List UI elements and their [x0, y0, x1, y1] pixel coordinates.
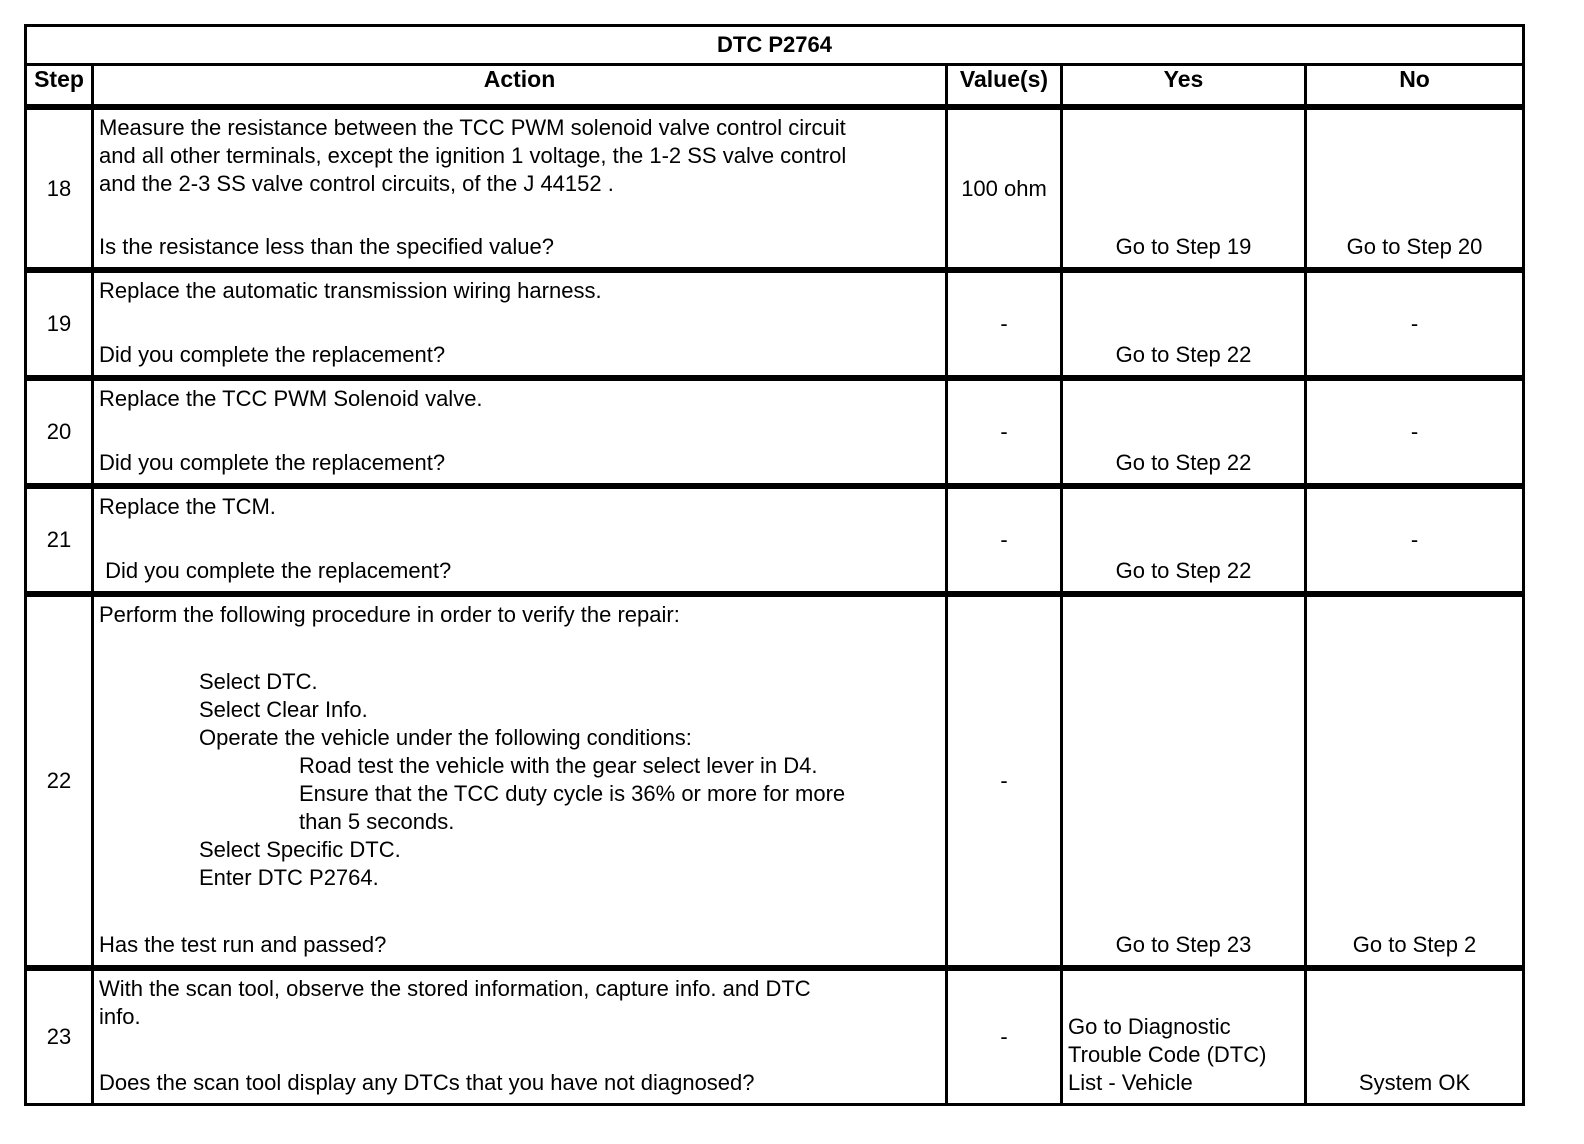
header-no: No [1306, 65, 1524, 108]
action-text: Measure the resistance between the TCC PWM solenoid valve control circuit [99, 115, 846, 140]
action-text: Replace the automatic transmission wiring harness. [99, 278, 602, 303]
table-row [26, 968, 1524, 1104]
action-question: Does the scan tool display any DTCs that you have not diagnosed? [99, 1069, 755, 1095]
action-question: Did you complete the replacement? [99, 558, 452, 583]
table-row [26, 486, 1524, 594]
action-text: Perform the following procedure in order to verify the repair: [99, 602, 680, 627]
procedure-substep: than 5 seconds. [299, 809, 455, 834]
table-row [26, 378, 1524, 486]
action-cell [93, 270, 947, 378]
table-title: DTC P2764 [26, 26, 1524, 65]
action-text: and the 2-3 SS valve control circuits, of the J 44152 . [99, 171, 614, 196]
action-cell [93, 968, 947, 1104]
yes-link: Go to Step 22 [1115, 342, 1252, 367]
action-question: Has the test run and passed? [99, 932, 387, 957]
yes-link: Go to Step 19 [1115, 234, 1252, 259]
step-number: 23 [26, 968, 93, 1104]
dtc-table [24, 24, 1525, 1106]
yes-cell [1062, 270, 1306, 378]
yes-cell [1062, 968, 1306, 1104]
procedure-substep: Road test the vehicle with the gear select lever in D4. [299, 753, 818, 778]
procedure-step: Operate the vehicle under the following conditions: [199, 725, 692, 750]
procedure-step: Select DTC. [199, 669, 318, 694]
action-question: Is the resistance less than the specified value? [99, 234, 554, 259]
yes-cell [1062, 594, 1306, 968]
procedure-substep: Ensure that the TCC duty cycle is 36% or more for more [299, 781, 846, 806]
no-cell [1306, 968, 1524, 1104]
action-cell [93, 378, 947, 486]
no-cell [1306, 107, 1524, 270]
no-cell [1306, 486, 1524, 594]
step-number: 21 [26, 486, 93, 594]
yes-link [1068, 1013, 1304, 1097]
action-text: Replace the TCM. [99, 494, 276, 519]
header-action: Action [93, 65, 947, 108]
header-row [26, 65, 1524, 108]
no-cell [1306, 594, 1524, 968]
action-cell [93, 486, 947, 594]
header-values: Value(s) [947, 65, 1062, 108]
table-row [26, 107, 1524, 270]
header-yes: Yes [1062, 65, 1306, 108]
step-number: 20 [26, 378, 93, 486]
value-cell: - [947, 968, 1062, 1104]
step-number: 18 [26, 107, 93, 270]
procedure-step: Select Specific DTC. [199, 837, 401, 862]
no-result: System OK [1358, 1069, 1471, 1095]
action-text: and all other terminals, except the ignition 1 voltage, the 1-2 SS valve control [99, 143, 847, 168]
action-text: info. [99, 1004, 141, 1029]
action-cell [93, 594, 947, 968]
value-cell: - [947, 594, 1062, 968]
table-row [26, 270, 1524, 378]
step-number: 19 [26, 270, 93, 378]
no-link: Go to Step 2 [1352, 932, 1477, 957]
no-cell [1306, 378, 1524, 486]
yes-cell [1062, 486, 1306, 594]
table-row [26, 594, 1524, 968]
yes-link-line: List - Vehicle [1068, 1069, 1193, 1095]
yes-cell [1062, 107, 1306, 270]
value-cell: 100 ohm [947, 107, 1062, 270]
no-link: - [1410, 527, 1419, 552]
header-step: Step [26, 65, 93, 108]
value-cell: - [947, 486, 1062, 594]
no-link: Go to Step 20 [1346, 234, 1483, 259]
yes-link-line: Trouble Code (DTC) [1068, 1041, 1267, 1067]
action-question: Did you complete the replacement? [99, 450, 446, 475]
step-number: 22 [26, 594, 93, 968]
action-text: Replace the TCC PWM Solenoid valve. [99, 386, 483, 411]
action-text: With the scan tool, observe the stored information, capture info. and DTC [99, 976, 811, 1001]
value-cell: - [947, 270, 1062, 378]
yes-link: Go to Step 22 [1115, 558, 1252, 583]
yes-cell [1062, 378, 1306, 486]
procedure-step: Select Clear Info. [199, 697, 368, 722]
yes-link-line: Go to Diagnostic [1068, 1013, 1231, 1039]
yes-link: Go to Step 23 [1115, 932, 1252, 957]
action-question: Did you complete the replacement? [99, 342, 446, 367]
no-link: - [1410, 311, 1419, 336]
procedure-step: Enter DTC P2764. [199, 865, 379, 890]
no-link: - [1410, 419, 1419, 444]
value-cell: - [947, 378, 1062, 486]
no-cell [1306, 270, 1524, 378]
action-cell [93, 107, 947, 270]
spacer [99, 629, 941, 668]
yes-link: Go to Step 22 [1115, 450, 1252, 475]
